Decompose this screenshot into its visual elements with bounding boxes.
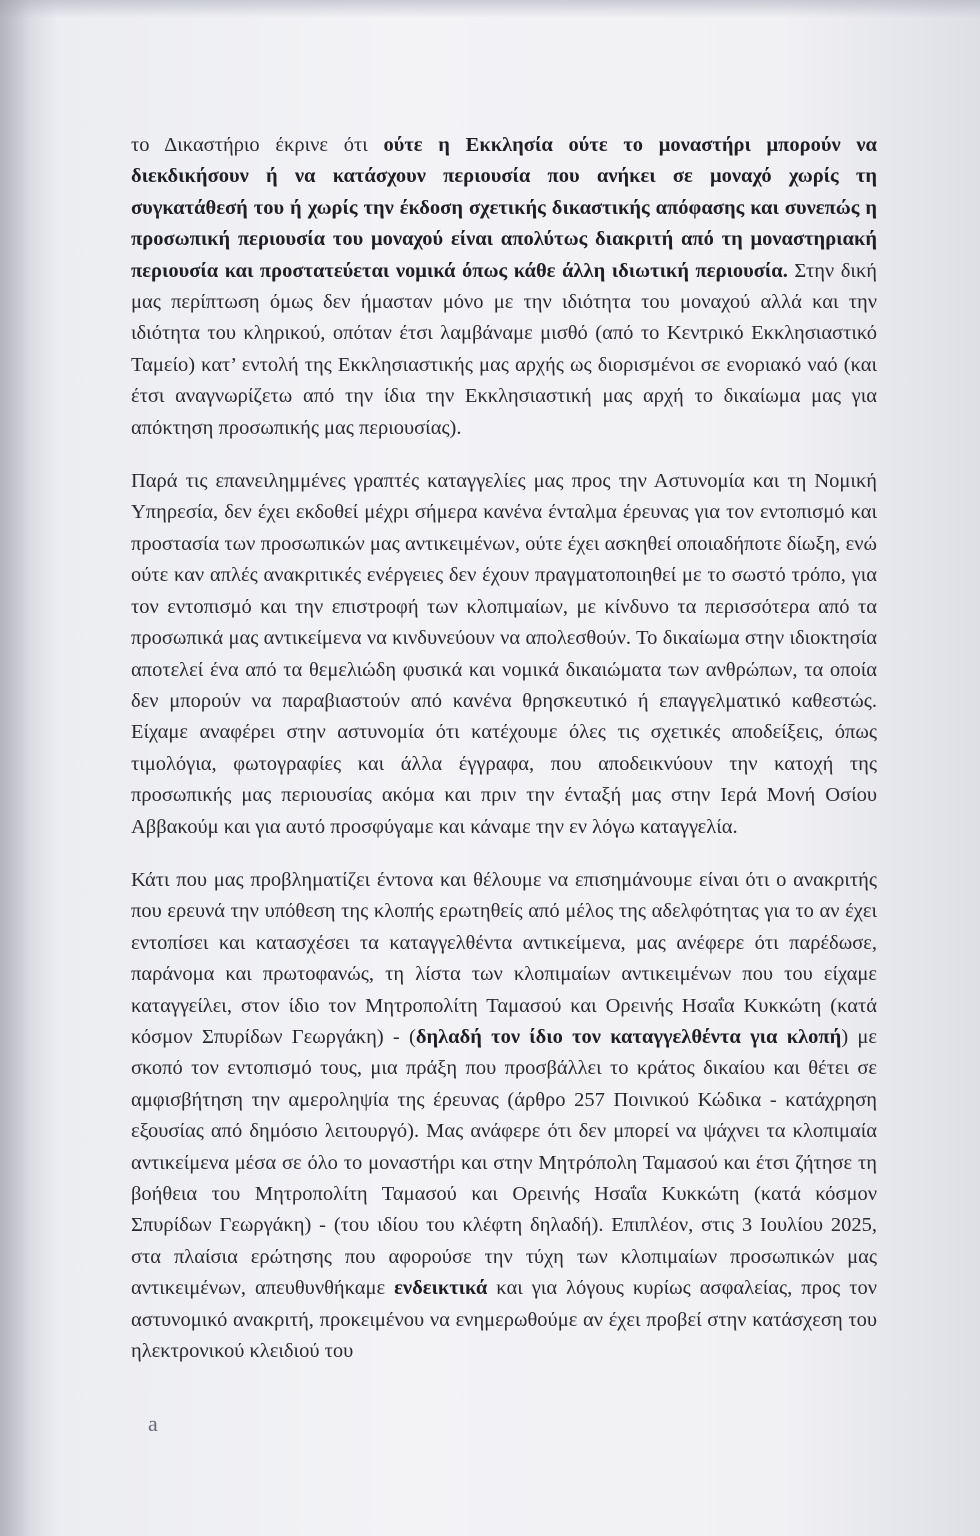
paragraph-3-text: Κάτι που μας προβληματίζει έντονα και θέλουμε να επισημάνουμε είναι ότι ο ανακριτής που ερευνά την υπόθεση της κλοπής ερωτηθείς από μέλος της αδελφότητας για το αν έχει εντοπίσει και κατασχέσει τα καταγγελθέντα αντικείμενα, μας ανέφερε ότι παρέδωσε, παράνομα και πρωτοφανώς, τη λίστα των κλοπιμαίων αντικειμένων που του είχαμε καταγγείλει, στον ίδιο τον Μητροπολίτη Ταμασού και Ορεινής Ησαΐα Κυκκώτη (κατά κόσμον Σπυρίδων Γεωργάκη) - ( [131,868,877,1048]
paragraph-1-text: το Δικαστήριο έκρινε ότι [131,134,384,156]
paragraph-2-text: Παρά τις επανειλημμένες γραπτές καταγγελίες μας προς την Αστυνομία και τη Νομική Υπηρεσία, δεν έχει εκδοθεί μέχρι σήμερα κανένα ένταλμα έρευνας για τον εντοπισμό και προστασία των προσωπικών μας αντικειμένων, ούτε έχει ασκηθεί οποιαδήποτε δίωξη, ενώ ούτε καν απλές ανακριτικές ενέργειες δεν έχουν πραγματοποιηθεί με το σωστό τρόπο, για τον εντοπισμό και την επιστροφή των κλοπιμαίων, με κίνδυνο τα περισσότερα από τα προσωπικά μας αντικείμενα να κινδυνεύουν να απολεσθούν. Το δικαίωμα στην ιδιοκτησία αποτελεί ένα από τα θεμελιώδη φυσικά και νομικά δικαιώματα των ανθρώπων, τα οποία δεν μπορούν να παραβιαστούν από κανένα θρησκευτικό ή επαγγελματικό καθεστώς. Είχαμε αναφέρει στην αστυνομία ότι κατέχουμε όλες τις σχετικές αποδείξεις, όπως τιμολόγια, φωτογραφίες και άλλα έγγραφα, που αποδεικνύουν την κατοχή της προσωπικής μας περιουσίας ακόμα και πριν την ένταξή μας στην Ιερά Μονή Οσίου Αββακούμ και για αυτό προσφύγαμε και κάναμε την εν λόγω καταγγελία. [131,470,877,838]
paragraph-1-text: Στην δική μας περίπτωση όμως δεν ήμασταν μόνο με την ιδιότητα του μοναχού αλλά και την ιδιότητα του κληρικού, οπόταν έτσι λαμβάναμε μισθό (από το Κεντρικό Εκκλησιαστικό Ταμείο) κατ’ εντολή της Εκκλησιαστικής μας αρχής ως διορισμένοι σε ενοριακό ναό (και έτσι αναγνωρίζετω από την ίδια την Εκκλησιαστική μας αρχή το δικαίωμα μας για απόκτηση προσωπικής μας περιουσίας). [131,259,878,439]
paragraph-2 [131,466,877,843]
paragraph-3-bold-text: δηλαδή τον ίδιο τον καταγγελθέντα για κλοπή [415,1025,842,1048]
paragraph-3-text: ) με σκοπό τον εντοπισμό τους, μια πράξη που προσβάλλει το κράτος δικαίου και θέτει σε αμφισβήτηση την αμεροληψία της έρευνας (άρθρο 257 Ποινικού Κώδικα - κατάχρηση εξουσίας από δημόσιο λειτουργό). Μας ανάφερε ότι δεν μπορεί να ψάχνει τα κλοπιμαία αντικείμενα μέσα σε όλο το μοναστήρι και στην Μητρόπολη Ταμασού και έτσι ζήτησε τη βοήθεια του Μητροπολίτη Ταμασού και Ορεινής Ησαΐα Κυκκώτη (κατά κόσμον Σπυρίδων Γεωργάκη) - (του ιδίου του κλέφτη δηλαδή). Επιπλέον, στις 3 Ιουλίου 2025, στα πλαίσια ερώτησης που αφορούσε την τύχη των κλοπιμαίων προσωπικών μας αντικειμένων, απευθυνθήκαμε [131,1025,877,1300]
document-body [131,130,877,1367]
page-edge-shadow-left [0,0,30,1536]
paragraph-1-bold-text: ούτε η Εκκλησία ούτε το μοναστήρι μπορούν να διεκδικήσουν ή να κατάσχουν περιουσία που ανήκει σε μοναχό χωρίς τη συγκατάθεσή του ή χωρίς την έκδοση σχετικής δικαστικής απόφασης και συνεπώς η προσωπική περιουσία του μοναχού είναι απολύτως διακριτή από τη μοναστηριακή περιουσία και προστατεύεται νομικά όπως κάθε άλλη ιδιωτική περιουσία. [131,134,877,282]
paragraph-3 [131,865,877,1368]
page-edge-shadow-top [0,0,980,18]
page-number: a [148,1411,158,1436]
paragraph-3-bold-text: ενδεικτικά [394,1277,488,1300]
paragraph-1 [131,130,877,444]
paragraph-3-text: και για λόγους κυρίως ασφαλείας, προς τον αστυνομικό ανακριτή, προκειμένου να ενημερωθούμε αν έχει προβεί στην κατάσχεση του ηλεκτρονικού κλειδιού του [131,1277,877,1363]
